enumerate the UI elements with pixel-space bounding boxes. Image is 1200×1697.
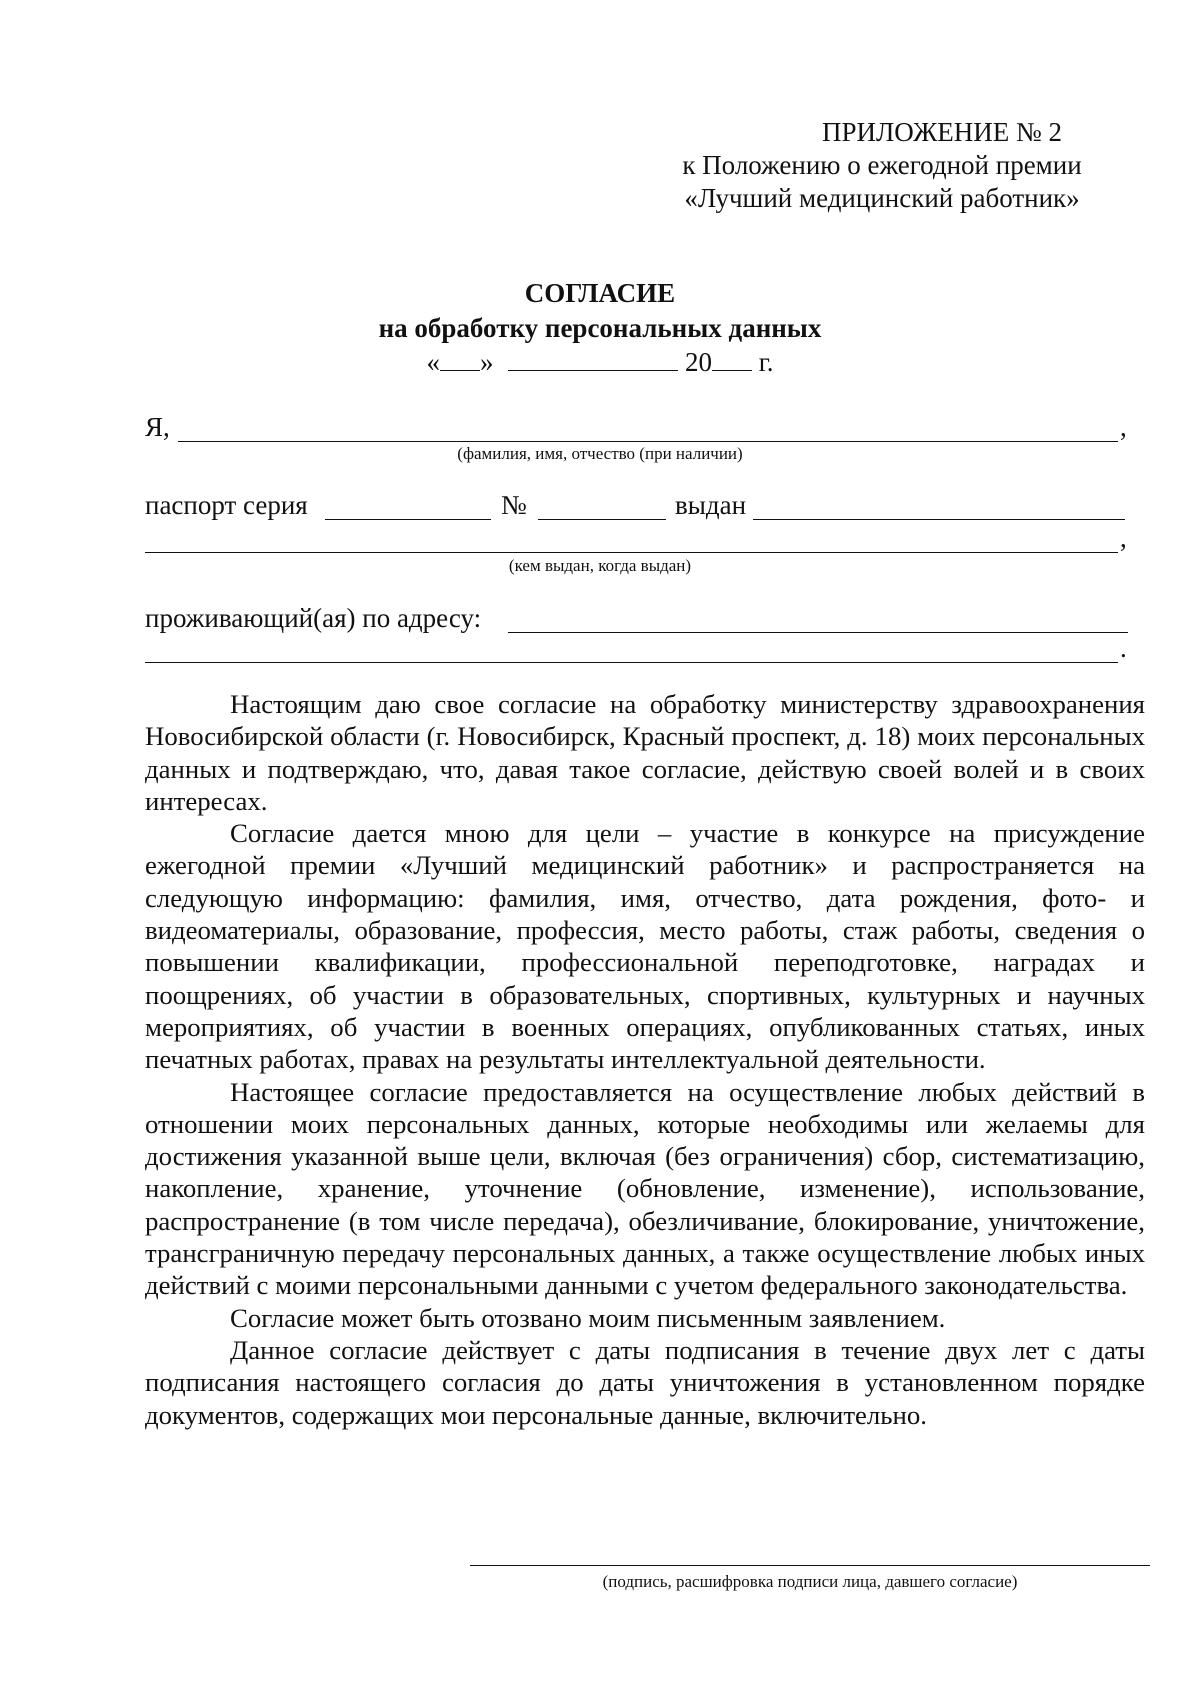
name-comma: , xyxy=(1120,412,1127,442)
day-blank[interactable] xyxy=(440,346,480,371)
appendix-header xyxy=(622,116,1142,215)
year-suffix: г. xyxy=(758,347,774,377)
consent-body xyxy=(145,688,1145,1431)
document-title: СОГЛАСИЕ xyxy=(524,278,676,308)
address-row-2 xyxy=(145,633,1127,674)
name-hint: (фамилия, имя, отчество (при наличии) xyxy=(457,444,743,463)
passport-issued-label: выдан xyxy=(675,490,747,520)
signature-field[interactable] xyxy=(470,1565,1150,1566)
issued-comma: , xyxy=(1120,523,1127,553)
date-line xyxy=(0,346,1200,378)
address-field[interactable] xyxy=(508,632,1128,633)
body-paragraph-2: Согласие дается мною для цели – участие в конкурсе на присуждение ежегодной премии «Лучший медицинский работник» и распространяется на следующую информацию: фамилия, имя, отчество, дата рождения, фото- и видеоматериалы, образование, профессия, место работы, стаж работы, сведения о повышении квалификации, профессиональной переподготовке, наградах и поощрениях, об участии в образовательных, спортивных, культурных и научных мероприятиях, об участии в военных операциях, опубликованных статьях, иных печатных работах, правах на результаты интеллектуальной деятельности. xyxy=(145,818,1145,1075)
appendix-number: ПРИЛОЖЕНИЕ № 2 xyxy=(821,117,1063,147)
address-row xyxy=(145,603,1125,639)
issued-by-field[interactable] xyxy=(145,552,1118,553)
issued-hint: (кем выдан, когда выдан) xyxy=(508,556,692,575)
month-blank[interactable] xyxy=(508,346,678,371)
appendix-award-name: «Лучший медицинский работник» xyxy=(684,183,1080,213)
signature-hint: (подпись, расшифровка подписи лица, давшего согласие) xyxy=(602,1572,1018,1591)
passport-number-label: № xyxy=(501,490,527,520)
year-prefix: 20 xyxy=(684,347,712,377)
name-row xyxy=(145,412,1125,448)
passport-issued-field[interactable] xyxy=(753,519,1125,520)
address-period: . xyxy=(1120,633,1127,663)
name-field[interactable] xyxy=(178,441,1118,442)
appendix-reference: к Положению о ежегодной премии xyxy=(682,150,1082,180)
body-paragraph-1: Настоящим даю свое согласие на обработку министерству здравоохранения Новосибирской области (г. Новосибирск, Красный проспект, д. 18) моих персональных данных и подтверждаю, что, давая такое согласие, действую своей волей и в своих интересах. xyxy=(145,689,1145,816)
passport-number-field[interactable] xyxy=(538,519,666,520)
address-label: проживающий(ая) по адресу: xyxy=(145,603,482,633)
body-paragraph-4: Согласие может быть отозвано моим письменным заявлением. xyxy=(230,1302,946,1333)
year-blank[interactable] xyxy=(712,346,752,371)
document-subtitle: на обработку персональных данных xyxy=(378,313,822,343)
passport-row xyxy=(145,490,1125,526)
body-paragraph-5: Данное согласие действует с даты подписания в течение двух лет с даты подписания настоящего согласия до даты уничтожения в установленном порядке документов, содержащих мои персональные данные, включительно. xyxy=(145,1334,1145,1430)
date-quote-open: « xyxy=(426,347,440,377)
date-quote-close: » xyxy=(479,347,494,377)
body-paragraph-3: Настоящее согласие предоставляется на осуществление любых действий в отношении моих персональных данных, которые необходимы или желаемы для достижения указанной выше цели, включая (без ограничения) сбор, систематизацию, накопление, хранение, уточнение (обновление, изменение), использование, распространение (в том числе передача), обезличивание, блокирование, уничтожение, трансграничную передачу персональных данных, а также осуществление любых иных действий с моими персональными данными с учетом федерального законодательства. xyxy=(145,1076,1145,1301)
passport-series-label: паспорт серия xyxy=(145,490,308,520)
passport-series-field[interactable] xyxy=(325,519,491,520)
address-field-2[interactable] xyxy=(145,662,1118,663)
name-prefix: Я, xyxy=(145,412,170,442)
